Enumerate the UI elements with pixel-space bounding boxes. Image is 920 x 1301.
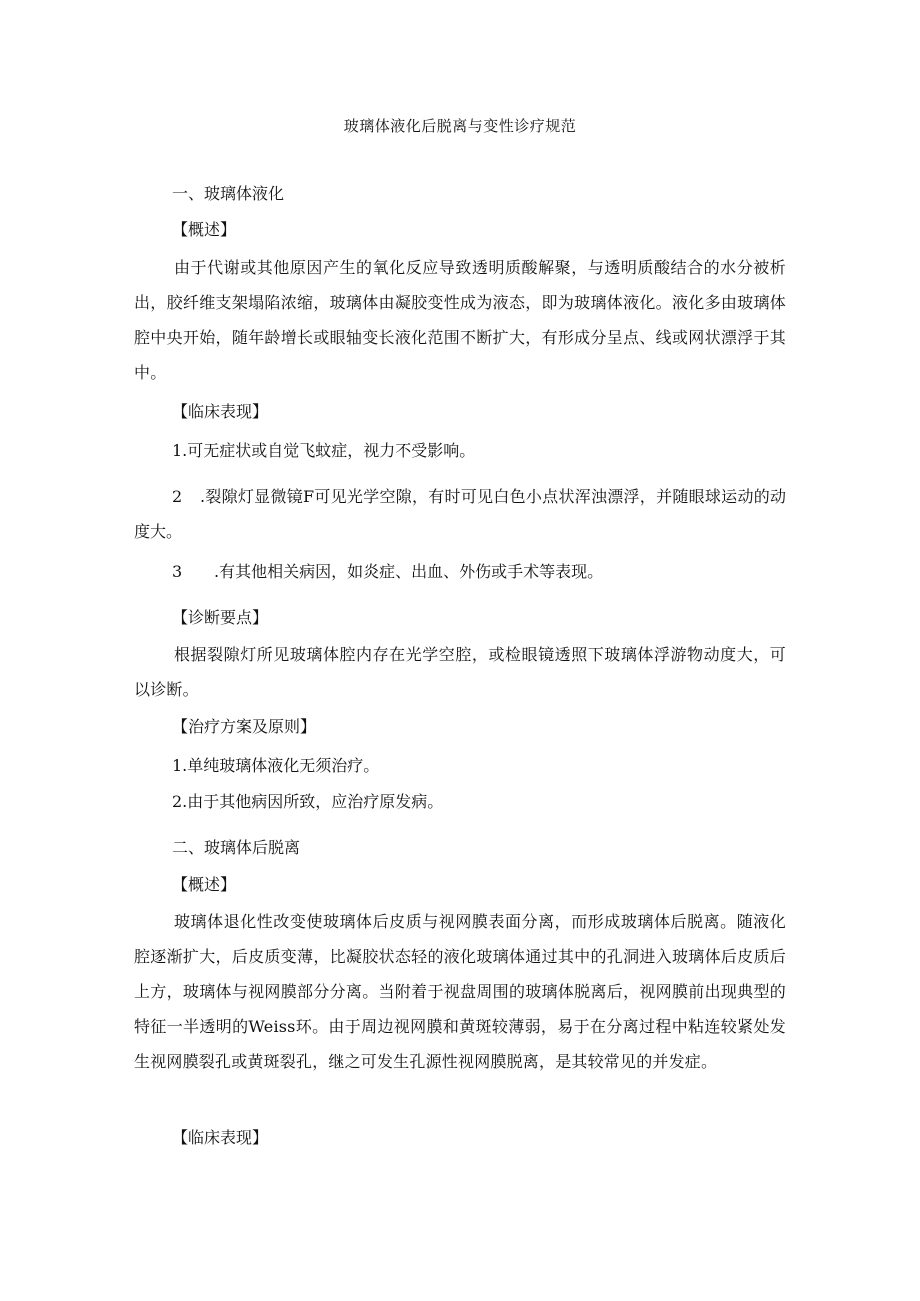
clinical-item-text: 可无症状或自觉飞蚊症，视力不受影响。 [187,441,476,460]
treatment-item-number: 1. [172,756,188,775]
treatment-item-text: 单纯玻璃体液化无须治疗。 [187,756,380,775]
clinical-item-1 [172,441,475,461]
overview-paragraph: 由于代谢或其他原因产生的氧化反应导致透明质酸解聚，与透明质酸结合的水分被析出，胶纤维支架塌陷浓缩，玻璃体由凝胶变性成为液态，即为玻璃体液化。液化多由玻璃体腔中央开始，随年龄增长或眼轴变长液化范围不断扩大，有形成分呈点、线或网状漂浮于其中。 [134,258,786,382]
treatment-label: 【治疗方案及原则】 [172,717,317,736]
clinical-item-number: 3 [172,562,183,581]
clinical-item-3 [172,562,603,582]
treatment-item-text: 由于其他病因所致，应治疗原发病。 [187,792,444,811]
clinical-item-2 [134,479,786,549]
clinical-item-number: 1. [172,441,188,460]
clinical-item-text: .有其他相关病因，如炎症、出血、外伤或手术等表现。 [214,562,604,581]
diagnosis-label: 【诊断要点】 [172,608,269,627]
overview-paragraph: 玻璃体退化性改变使玻璃体后皮质与视网膜表面分离，而形成玻璃体后脱离。随液化腔逐渐扩大，后皮质变薄，比凝胶状态轻的液化玻璃体通过其中的孔洞进入玻璃体后皮质后上方，玻璃体与视网膜部分分离。当附着于视盘周围的玻璃体脱离后，视网膜前出现典型的特征一半透明的Weiss环。由于周边视网膜和黄斑较薄弱，易于在分离过程中粘连较紧处发生视网膜裂孔或黄斑裂孔，继之可发生孔源性视网膜脱离，是其较常见的并发症。 [134,912,786,1071]
clinical-label: 【临床表现】 [172,402,269,421]
diagnosis-paragraph: 根据裂隙灯所见玻璃体腔内存在光学空腔，或检眼镜透照下玻璃体浮游物动度大，可以诊断。 [134,645,786,699]
document-title: 玻璃体液化后脱离与变性诊疗规范 [343,117,577,135]
clinical-item-text: .裂隙灯显微镜F可见光学空隙，有时可见白色小点状浑浊漂浮，并随眼球运动的动度大。 [134,487,786,541]
section-heading-posterior-vitreous-detachment: 二、玻璃体后脱离 [172,838,301,857]
clinical-label: 【临床表现】 [172,1128,269,1147]
overview-label: 【概述】 [172,220,237,239]
clinical-item-number: 2 [172,487,183,506]
treatment-item-number: 2. [172,792,188,811]
treatment-item-1 [172,756,379,776]
overview-label: 【概述】 [172,875,237,894]
treatment-item-2 [172,792,443,812]
section-heading-vitreous-liquefaction: 一、玻璃体液化 [172,184,285,203]
